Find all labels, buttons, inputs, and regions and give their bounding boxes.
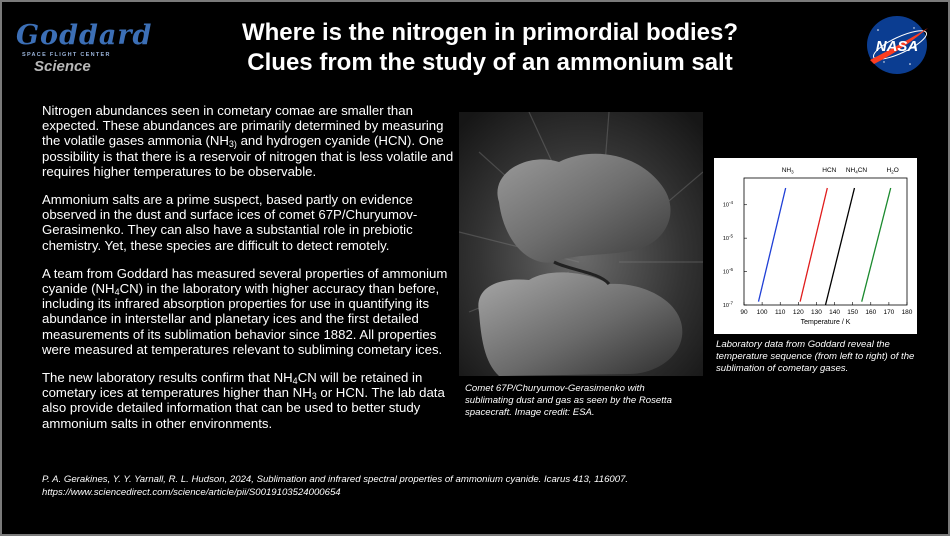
science-logo-word: Science <box>34 58 91 75</box>
y-tick-label: $10^{-6}$ <box>722 267 733 276</box>
citation <box>42 474 922 499</box>
legend-label-nh4: $NH_4CN$ <box>845 167 868 175</box>
paragraph-3: A team from Goddard has measured several properties of ammonium cyanide $(NH_4CN)$ in the laboratory with higher accuracy than before, including its infrared absorption properties for use in quantifying its abundance in interstellar and planetary ices and the first detailed measurements of its sublimation behavior since 1882. All properties were measured at temperatures relevant to subliming cometary ices. <box>42 265 448 357</box>
nasa-logo <box>862 14 932 76</box>
goddard-logo-subtitle: SPACE FLIGHT CENTER <box>22 52 111 58</box>
sublimation-chart <box>714 158 917 334</box>
series-line-nh4 <box>826 188 855 305</box>
chart-caption: Laboratory data from Goddard reveal the temperature sequence (from left to right) of the sublimation of cometary gases. <box>716 339 915 374</box>
citation-url: https://www.sciencedirect.com/science/article/pii/S0019103524000654 <box>42 486 341 498</box>
x-tick-label: 120 <box>792 309 804 316</box>
comet-upper-lobe <box>497 154 670 263</box>
title-line-2: Clues from the study of an ammonium salt <box>247 49 733 76</box>
sublimation-chart-svg <box>714 158 917 334</box>
page-title <box>150 18 830 78</box>
legend-label-h2: $H_2O$ <box>886 167 899 175</box>
nasa-logo-word: NASA <box>875 38 919 55</box>
x-tick-label: 150 <box>847 309 859 316</box>
goddard-logo-word: Goddard <box>16 20 153 51</box>
title-line-1: Where is the nitrogen in primordial bodies? <box>241 19 739 46</box>
x-tick-label: 90 <box>740 309 748 316</box>
x-tick-label: 110 <box>775 309 786 316</box>
series-line-hcn <box>800 188 827 302</box>
x-tick-label: 170 <box>883 309 895 316</box>
legend-label-hcn: HCN <box>822 167 837 174</box>
comet-image <box>459 112 703 376</box>
x-axis-label: Temperature / K <box>800 319 851 326</box>
x-tick-label: 130 <box>811 309 822 316</box>
legend-label-nh3: $NH_3$ <box>781 167 794 175</box>
y-tick-label: $10^{-4}$ <box>722 200 733 209</box>
y-tick-label: $10^{-5}$ <box>722 233 733 243</box>
x-tick-label: 160 <box>865 309 877 316</box>
citation-reference: P. A. Gerakines, Y. Y. Yarnall, R. L. Hudson, 2024, Sublimation and infrared spectral properties of ammonium cyanide. Icarus 413, 116007. <box>42 474 629 485</box>
series-line-h2 <box>862 188 891 302</box>
goddard-science-logo <box>16 20 153 76</box>
x-tick-label: 140 <box>829 309 840 316</box>
paragraph-4: The new laboratory results confirm that $NH_4CN$ will be retained in cometary ices at temperatures higher than $NH_3$ or HCN. The lab data also provide detailed information that can be used to better study ammonium salts in other environments. <box>42 370 445 431</box>
series-line-nh3 <box>758 188 785 302</box>
y-tick-label: $10^{-7}$ <box>722 300 733 309</box>
paragraph-1: Nitrogen abundances seen in cometary comae are smaller than expected. These abundances are primarily determined by measuring the volatile gases ammonia ($NH_{3)}$ and hydrogen cyanide (HCN). One possibility is that there is a reservoir of nitrogen that is less volatile and requires higher temperatures to be observable. <box>42 103 454 179</box>
article-body <box>42 103 462 444</box>
paragraph-2: Ammonium salts are a prime suspect, based partly on evidence observed in the dust and surface ices of comet 67P/Churyumov-Gerasimenko. They can also have a substantial role in prebiotic chemistry. Yet, these species are difficult to detect remotely. <box>42 192 418 253</box>
x-tick-label: 100 <box>756 309 768 316</box>
comet-image-caption: Comet 67P/Churyumov-Gerasimenko with sublimating dust and gas as seen by the Rosetta spacecraft. Image credit: ESA. <box>465 383 672 418</box>
x-tick-label: 180 <box>901 309 913 316</box>
